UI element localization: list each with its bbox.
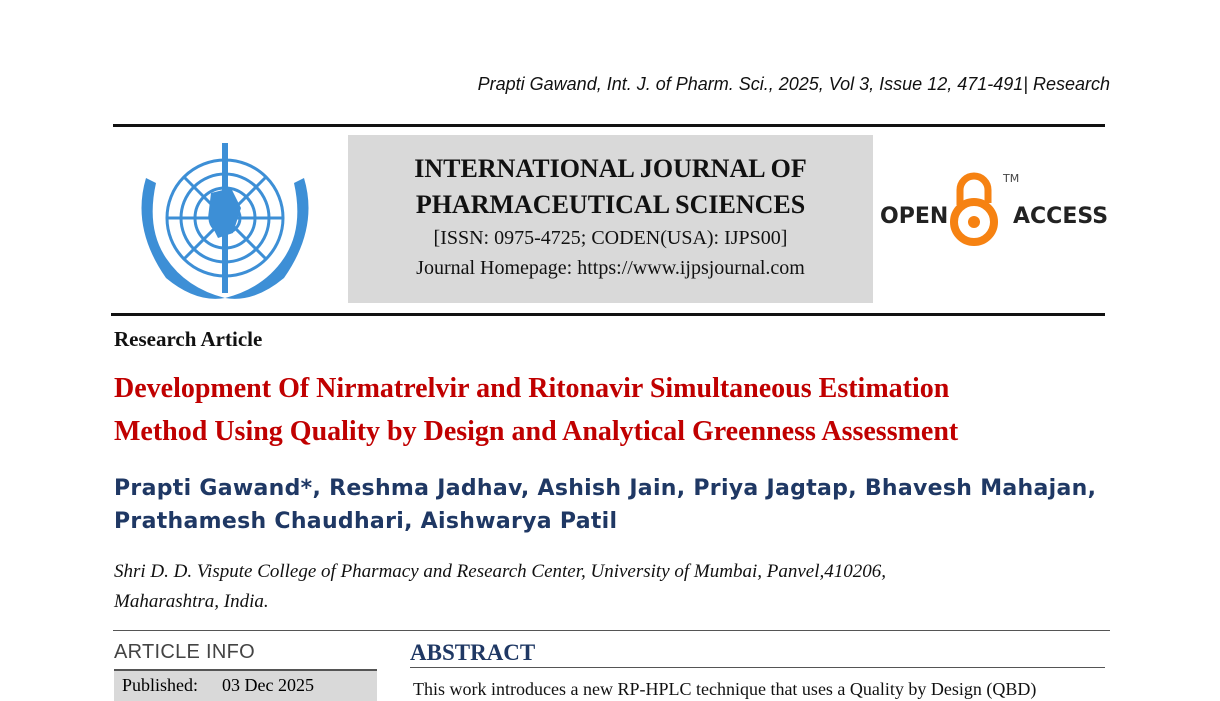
authors-line: Prapti Gawand*, Reshma Jadhav, Ashish Jain, Priya Jagtap, Bhavesh Mahajan, [114,476,1097,501]
journal-title-box [348,135,873,303]
affiliation-line: Shri D. D. Vispute College of Pharmacy and Research Center, University of Mumbai, Panvel,410206, [114,561,887,582]
authors-line: Prathamesh Chaudhari, Aishwarya Patil [114,509,618,534]
title-line: Development Of Nirmatrelvir and Ritonavir Simultaneous Estimation [114,373,950,404]
journal-name: INTERNATIONAL JOURNAL OF [414,154,807,183]
article-type: Research Article [114,327,263,351]
header-bottom-divider [111,313,1105,316]
article-info-heading: ARTICLE INFO [114,641,256,663]
open-access-logo [880,165,1110,255]
article-title [114,367,1114,453]
abstract-text: This work introduces a new RP-HPLC technique that uses a Quality by Design (QBD) [413,679,1037,699]
running-header-citation: Prapti Gawand, Int. J. of Pharm. Sci., 2025, Vol 3, Issue 12, 471-491| Research [477,74,1110,94]
journal-name: PHARMACEUTICAL SCIENCES [415,190,806,219]
published-label: Published: [122,675,199,695]
top-divider [113,124,1105,127]
journal-issn: [ISSN: 0975-4725; CODEN(USA): IJPS00] [433,227,788,249]
open-lock-icon [954,176,994,242]
published-date: 03 Dec 2025 [222,675,314,695]
affiliation [114,557,1114,617]
trademark: TM [1003,172,1020,185]
journal-homepage: Journal Homepage: https://www.ijpsjournal.com [416,257,805,279]
published-row [114,669,377,701]
author-list [114,472,1114,538]
section-divider [113,630,1110,631]
abstract-divider [410,667,1105,668]
un-emblem-logo [126,138,324,308]
affiliation-line: Maharashtra, India. [114,591,269,612]
open-access-right: ACCESS [1013,204,1109,229]
title-line: Method Using Quality by Design and Analytical Greenness Assessment [114,416,959,447]
abstract-heading: ABSTRACT [410,640,536,665]
open-access-left: OPEN [880,204,949,229]
